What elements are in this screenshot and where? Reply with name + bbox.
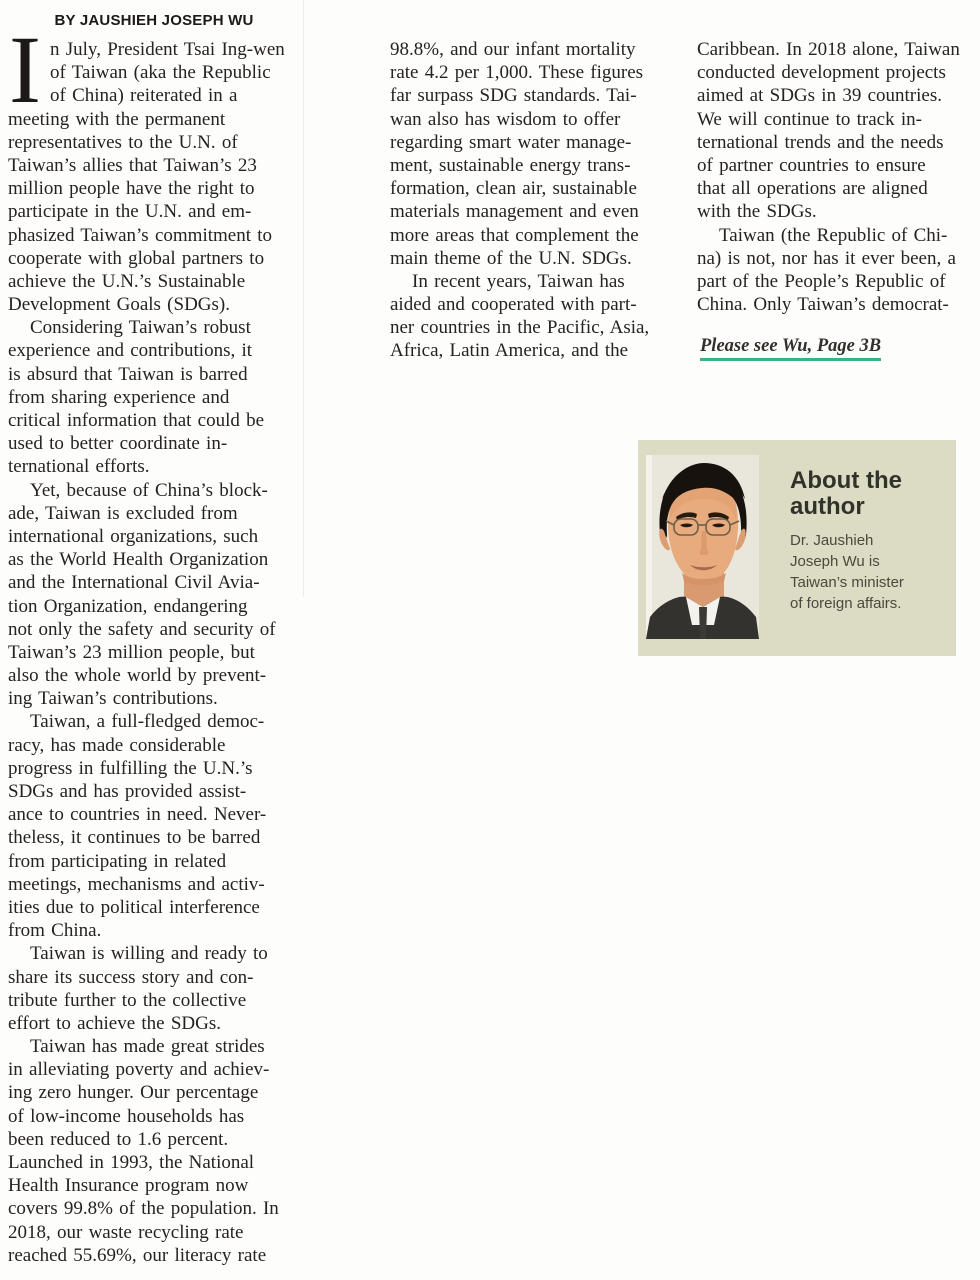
article-line: regarding smart water manage-: [390, 131, 632, 153]
article-line: formation, clean air, sustainable: [390, 178, 637, 200]
article-column-1: [8, 38, 300, 1267]
article-line: from China.: [8, 920, 102, 942]
article-line: 98.8%, and our infant mortality: [390, 39, 636, 60]
article-line: used to better coordinate in-: [8, 433, 228, 455]
article-line: rate 4.2 per 1,000. These figures: [390, 62, 644, 84]
drop-cap: I: [9, 16, 41, 123]
article-line: far surpass SDG standards. Tai-: [390, 85, 637, 107]
article-line: meetings, mechanisms and activ-: [8, 873, 265, 895]
article-line: experience and contributions, it: [8, 340, 253, 362]
article-line: We will continue to track in-: [697, 108, 922, 130]
article-line: wan also has wisdom to offer: [390, 108, 621, 130]
article-line: Taiwan (the Republic of Chi-: [719, 224, 948, 246]
article-line: effort to achieve the SDGs.: [8, 1012, 222, 1034]
article-line: na) is not, nor has it ever been, a: [697, 247, 956, 269]
article-line: aimed at SDGs in 39 countries.: [697, 85, 942, 107]
article-line: ing zero hunger. Our percentage: [8, 1082, 259, 1104]
article-line: ities due to political interference: [8, 896, 260, 918]
article-line: international organizations, such: [8, 525, 259, 547]
article-line: China. Only Taiwan’s democrat-: [697, 294, 949, 316]
article-line: ade, Taiwan is excluded from: [8, 502, 238, 524]
article-line: ing Taiwan’s contributions.: [8, 688, 218, 710]
article-line: Taiwan’s 23 million people, but: [8, 641, 255, 663]
article-line: Caribbean. In 2018 alone, Taiwan: [697, 39, 960, 60]
article-line: more areas that complement the: [390, 224, 639, 246]
article-line: participate in the U.N. and em-: [8, 201, 252, 223]
article-line: phasized Taiwan’s commitment to: [8, 224, 273, 246]
article-line: reached 55.69%, our literacy rate: [8, 1244, 267, 1266]
article-line: achieve the U.N.’s Sustainable: [8, 270, 246, 292]
article-line: million people have the right to: [8, 178, 255, 200]
article-line: as the World Health Organization: [8, 549, 269, 571]
article-line: ance to countries in need. Never-: [8, 804, 267, 826]
article-line: from sharing experience and: [8, 386, 230, 408]
article-line: share its success story and con-: [8, 966, 254, 988]
column-rule: [303, 0, 304, 597]
article-line: Launched in 1993, the National: [8, 1152, 255, 1173]
article-line: aided and cooperated with part-: [390, 294, 637, 316]
article-line: cooperate with global partners to: [8, 247, 265, 269]
article-line: Considering Taiwan’s robust: [30, 317, 251, 339]
article-line: not only the safety and security of: [8, 618, 276, 640]
article-line: progress in fulfilling the U.N.’s: [8, 757, 253, 779]
article-line: Yet, because of China’s block-: [30, 479, 268, 501]
article-line: theless, it continues to be barred: [8, 827, 261, 849]
article-line: of low-income households has: [8, 1105, 245, 1127]
article-line: Africa, Latin America, and the: [390, 340, 629, 362]
article-line: been reduced to 1.6 percent.: [8, 1128, 229, 1150]
article-line: racy, has made considerable: [8, 734, 226, 756]
article-line: ternational efforts.: [8, 456, 150, 478]
article-line: ternational trends and the needs: [697, 131, 944, 153]
article-line: Taiwan, a full-fledged democ-: [30, 711, 265, 733]
article-line: Health Insurance program now: [8, 1175, 249, 1197]
article-line: tion Organization, endangering: [8, 595, 248, 617]
article-line: is absurd that Taiwan is barred: [8, 363, 248, 385]
article-line: ner countries in the Pacific, Asia,: [390, 317, 650, 339]
article-line: ment, sustainable energy trans-: [390, 154, 631, 176]
article-line: 2018, our waste recycling rate: [8, 1221, 244, 1243]
continuation-link[interactable]: Please see Wu, Page 3B: [700, 336, 881, 361]
article-line: and the International Civil Avia-: [8, 572, 260, 594]
article-line: also the whole world by prevent-: [8, 665, 267, 687]
about-author-text: [790, 468, 950, 614]
article-line: with the SDGs.: [697, 201, 817, 223]
about-heading: About the author: [790, 467, 902, 520]
article-line: representatives to the U.N. of: [8, 131, 238, 153]
article-line: Taiwan’s allies that Taiwan’s 23: [8, 154, 257, 176]
about-author-box: [638, 440, 956, 656]
article-line: covers 99.8% of the population. In: [8, 1198, 279, 1220]
article-line: in alleviating poverty and achiev-: [8, 1059, 270, 1081]
article-line: critical information that could be: [8, 410, 265, 431]
article-line: Taiwan is willing and ready to: [30, 943, 268, 965]
article-line: In recent years, Taiwan has: [412, 270, 625, 292]
article-line: n July, President Tsai Ing-wen: [50, 39, 285, 60]
author-photo: [646, 455, 759, 639]
article-line: part of the People’s Republic of: [697, 270, 946, 292]
article-line: materials management and even: [390, 201, 639, 223]
article-line: meeting with the permanent: [8, 108, 226, 130]
article-line: of partner countries to ensure: [697, 154, 926, 176]
article-line: tribute further to the collective: [8, 989, 247, 1011]
byline: BY JAUSHIEH JOSEPH WU: [54, 12, 254, 29]
article-line: from participating in related: [8, 850, 227, 872]
article-line: conducted development projects: [697, 62, 946, 84]
article-line: of China) reiterated in a: [50, 85, 238, 107]
article-column-3: [697, 38, 975, 316]
about-body: Dr. Jaushieh Joseph Wu is Taiwan’s minister of foreign affairs.: [790, 532, 904, 612]
article-column-2: [390, 38, 670, 363]
article-line: main theme of the U.N. SDGs.: [390, 247, 632, 269]
article-line: Development Goals (SDGs).: [8, 294, 230, 316]
article-line: SDGs and has provided assist-: [8, 781, 247, 802]
article-line: that all operations are aligned: [697, 178, 928, 200]
article-line: Taiwan has made great strides: [30, 1036, 265, 1058]
article-line: of Taiwan (aka the Republic: [50, 62, 271, 84]
